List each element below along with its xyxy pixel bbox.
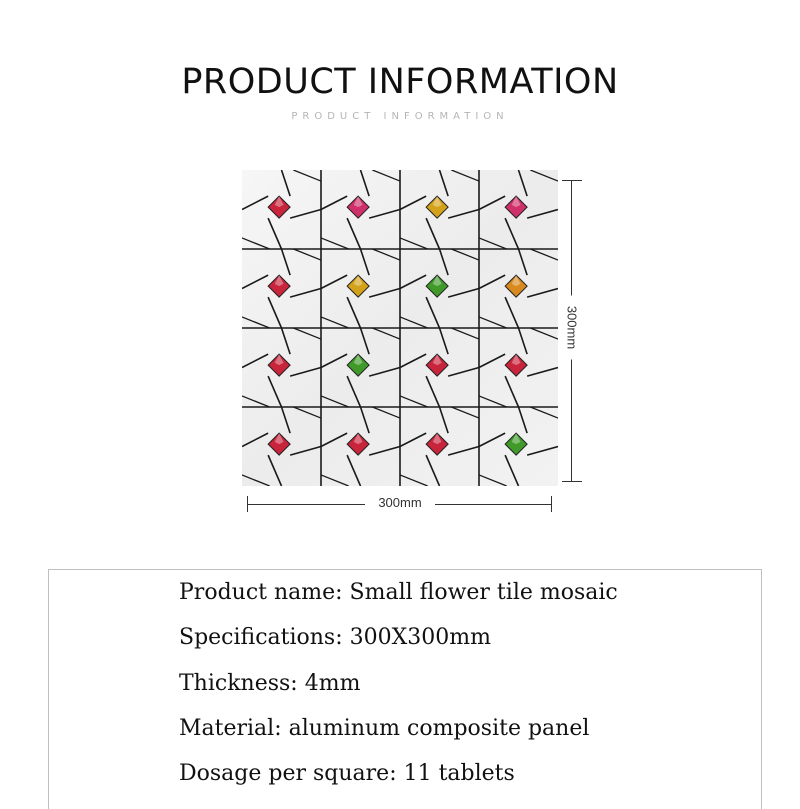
page-subtitle: PRODUCT INFORMATION <box>291 111 509 122</box>
dosage-line: Dosage per square: 11 tablets <box>179 761 515 786</box>
mosaic-tile-image <box>242 170 558 486</box>
product-info-panel <box>48 569 762 809</box>
product-name-line: Product name: Small flower tile mosaic <box>179 580 618 605</box>
material-line: Material: aluminum composite panel <box>179 716 590 741</box>
page-title: PRODUCT INFORMATION <box>181 62 619 102</box>
dimension-cap <box>562 180 582 181</box>
width-label: 300mm <box>365 495 435 510</box>
specifications-line: Specifications: 300X300mm <box>179 625 491 650</box>
mosaic-tile-graphic <box>242 170 558 486</box>
height-label: 300mm <box>565 296 580 360</box>
height-dimension <box>562 180 582 482</box>
dimension-cap <box>551 496 552 512</box>
dimension-cap <box>562 481 582 482</box>
dimension-cap <box>247 496 248 512</box>
thickness-line: Thickness: 4mm <box>179 671 361 696</box>
width-dimension <box>247 495 552 513</box>
